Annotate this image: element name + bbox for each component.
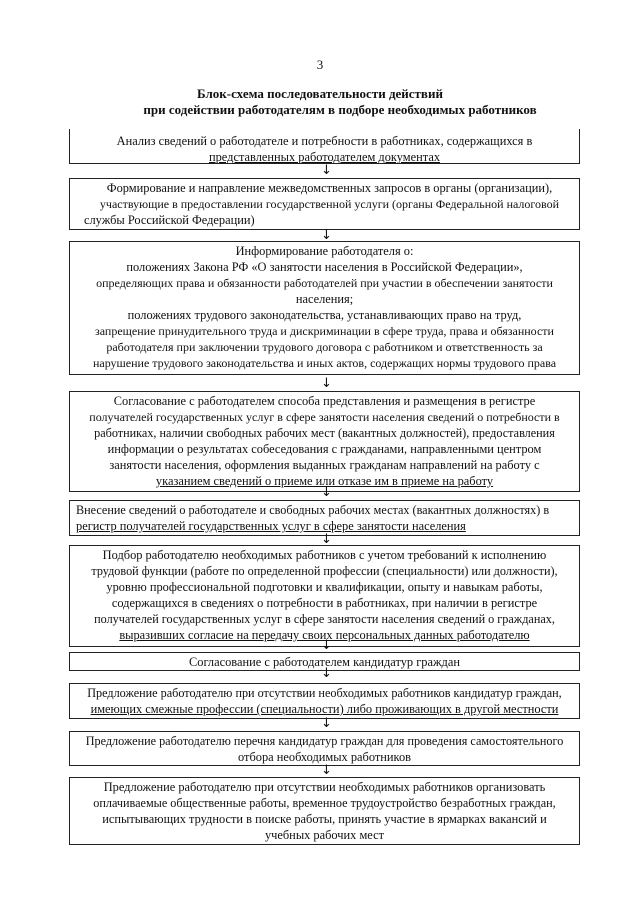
step-9-line-2: отбора необходимых работников — [238, 750, 411, 764]
step-6-line-4: содержащихся в сведениях о потребности в работниках, при наличии в регистре — [111, 596, 538, 610]
step-6-line-1: Подбор работодателю необходимых работников с учетом требований к исполнению — [102, 548, 547, 562]
flow-arrow-6: ↓ — [321, 638, 332, 653]
flow-arrow-4: ↓ — [321, 485, 332, 500]
step-10-line-4: учебных рабочих мест — [264, 828, 385, 842]
step-related-professions-box — [69, 683, 580, 719]
step-3-line-3: определяющих права и обязанности работодателей при участии в обеспечении занятости — [96, 276, 553, 290]
step-6-line-6: выразивших согласие на передачу своих персональных данных работодателю — [119, 628, 530, 642]
step-3-line-5: положениях трудового законодательства, устанавливающих право на труд, — [127, 308, 522, 322]
step-3-line-7: работодателя при заключении трудового договора с работником и ответственность за — [106, 340, 543, 354]
step-7-line-1: Согласование с работодателем кандидатур граждан — [189, 655, 460, 669]
step-2-line-2: участвующие в предоставлении государственной услуги (органы Федеральной налоговой — [99, 197, 560, 211]
step-3-line-4: населения; — [295, 292, 354, 306]
step-5-line-2: регистр получателей государственных услуг в сфере занятости населения — [76, 519, 466, 533]
step-4-line-5: занятости населения, оформления выданных гражданам направлений на работу с — [109, 458, 540, 472]
page-title — [0, 86, 640, 118]
step-candidate-selection-box — [69, 545, 580, 647]
title-line-1: Блок-схема последовательности действий — [197, 86, 443, 101]
step-registry-entry-box — [69, 500, 580, 536]
flow-arrow-9: ↓ — [321, 763, 332, 778]
flow-arrow-3: ↓ — [321, 376, 332, 391]
step-5-line-1: Внесение сведений о работодателе и свободных рабочих местах (вакантных должностях) в — [76, 503, 550, 517]
step-8-line-1: Предложение работодателю при отсутствии необходимых работников кандидатур граждан, — [87, 686, 562, 700]
step-4-line-1: Согласование с работодателем способа представления и размещения в регистре — [113, 394, 536, 408]
page-number: 3 — [316, 57, 324, 72]
step-2-line-1: Формирование и направление межведомственных запросов в органы (организации), — [106, 181, 553, 195]
step-4-line-6: указанием сведений о приеме или отказе им в приеме на работу — [155, 474, 494, 488]
step-candidate-list-box — [69, 731, 580, 766]
flow-arrow-8: ↓ — [321, 716, 332, 731]
step-6-line-3: уровню профессиональной подготовки и квалификации, опыту и навыкам работы, — [106, 580, 543, 594]
flow-arrow-2: ↓ — [321, 228, 332, 243]
step-6-line-2: трудовой функции (работе по определенной профессии (специальности) или должности), — [91, 564, 558, 578]
step-10-line-1: Предложение работодателю при отсутствии необходимых работников организовать — [103, 780, 546, 794]
step-1-line-1: Анализ сведений о работодателе и потребности в работниках, содержащихся в — [116, 134, 533, 148]
flow-arrow-5: ↓ — [321, 532, 332, 547]
step-agreement-registry-box — [69, 391, 580, 492]
step-6-line-5: получателей государственных услуг в сфере занятости населения сведений о гражданах, — [94, 612, 555, 626]
step-3-line-6: запрещение принудительного труда и дискриминации в сфере труда, права и обязанности — [95, 324, 554, 338]
step-1-line-2: представленных работодателем документах — [208, 150, 441, 164]
step-interagency-requests-box — [69, 178, 580, 230]
step-4-line-2: получателей государственных услуг в сфере занятости населения сведений о потребности в — [89, 410, 560, 424]
step-informing-employer-box — [69, 241, 580, 375]
step-10-line-3: испытывающих трудности в поиске работы, принять участие в ярмарках вакансий и — [102, 812, 547, 826]
flow-arrow-7: ↓ — [321, 666, 332, 681]
flow-arrow-1: ↓ — [321, 163, 332, 178]
step-4-line-3: работниках, наличии свободных рабочих мест (вакантных должностей), предоставления — [94, 426, 555, 440]
step-10-line-2: оплачиваемые общественные работы, временное трудоустройство безработных граждан, — [93, 796, 556, 810]
title-line-2: при содействии работодателям в подборе необходимых работников — [143, 102, 537, 117]
step-3-line-1: Информирование работодателя о: — [235, 244, 414, 258]
step-9-line-1: Предложение работодателю перечня кандидатур граждан для проведения самостоятельного — [85, 734, 564, 748]
step-2-line-3: службы Российской Федерации) — [84, 213, 255, 227]
step-8-line-2: имеющих смежные профессии (специальности) либо проживающих в другой местности — [90, 702, 559, 716]
step-analysis-box — [69, 129, 580, 164]
step-public-works-box — [69, 777, 580, 845]
step-3-line-2: положениях Закона РФ «О занятости населения в Российской Федерации», — [126, 260, 523, 274]
step-4-line-4: информации о результатах собеседования с гражданами, направленными центром — [107, 442, 542, 456]
step-3-line-8: нарушение трудового законодательства и иных актов, содержащих нормы трудового права — [92, 356, 557, 370]
